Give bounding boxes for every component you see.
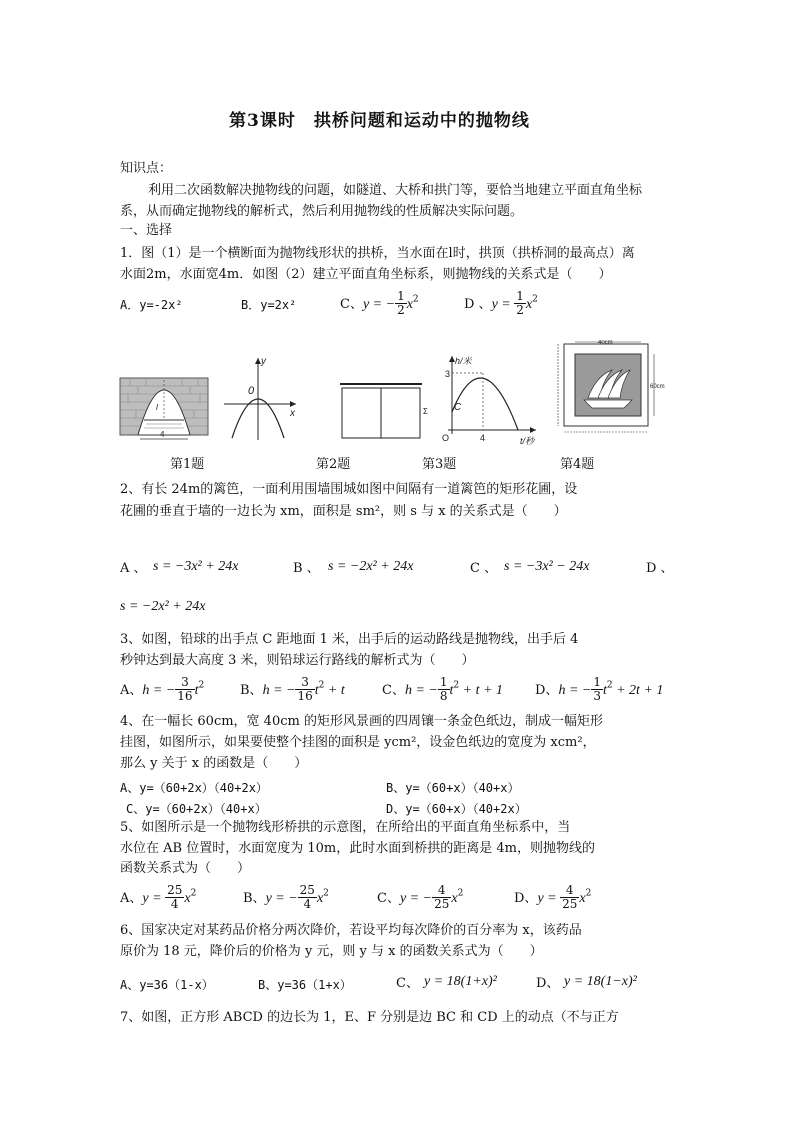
fig3-xlabel: t/秒 [520,436,535,446]
q5-line3: 函数关系式为（ ） [120,861,251,876]
fig1-caption: 第1题 [170,457,205,472]
q4-line2: 挂图，如图所示，如果要使整个挂图的面积是 ycm²，设金色纸边的宽度为 xcm²， [120,735,596,750]
q1-option-c-label: C、 [340,297,363,312]
q5-option-a-label: A、 [120,891,143,906]
q2-option-c: s = −3x² − 24x [504,559,590,574]
q6-line1: 6、国家决定对某药品价格分两次降价，若设平均每次降价的百分率为 x，该药品 [120,923,582,938]
q4-option-d: D、y=（60+x）（40+2x） [386,802,527,816]
q5-line1: 5、如图所示是一个抛物线形桥拱的示意图，在所给出的平面直角坐标系中，当 [120,820,571,835]
q2-option-a-label: A 、 [120,561,147,576]
fig4-trajectory [442,356,536,446]
q3-option-a-label: A、 [120,683,143,698]
q1-option-a: A．y=-2x² [120,298,183,312]
knowledge-label: 知识点： [120,161,173,176]
svg-text:l: l [156,403,158,412]
q4-line1: 4、在一幅长 60cm，宽 40cm 的矩形风景画的四周镶一条金色纸边，制成一幅矩形 [120,714,603,729]
q3-line1: 3、如图，铅球的出手点 C 距地面 1 米，出手后的运动路线是抛物线，出手后 4 [120,632,579,647]
q3-option-b-label: B、 [240,683,263,698]
q5-option-c-label: C、 [377,891,400,906]
q2-option-a: s = −3x² + 24x [153,559,239,574]
fig2-parabola-axes [224,356,296,440]
q6-option-d-label: D、 [536,976,560,991]
q1-option-b: B．y=2x² [241,298,297,312]
q6-line2: 原价为 18 元，降价后的价格为 y 元，则 y 与 x 的函数关系式为（ ） [120,944,543,959]
fig3-ylabel: h/米 [455,356,472,366]
q4-line3: 那么 y 关于 x 的函数是（ ） [120,756,308,771]
q2-option-c-label: C 、 [470,561,498,576]
q5-line2: 水位在 AB 位置时，水面宽度为 10m，此时水面到桥拱的距离是 4m，则抛物线的 [120,841,595,856]
figures-row [118,340,688,450]
q3-option-a: A、h = − $\frac{3}{16}$ $t^2$ [120,675,205,703]
q5-option-a: A、y = $\frac{25}{4}$ $x^2$ [120,883,197,911]
svg-text:x: x [290,408,295,419]
q4-option-b: B、y=（60+x）（40+x） [386,781,520,795]
fig4-height-label: 60cm [650,384,665,390]
q6-option-c: y = 18(1+x)² [424,974,497,989]
knowledge-text-1: 利用二次函数解决抛物线的问题，如隧道、大桥和拱门等，要恰当地建立平面直角坐标 [148,183,643,198]
fig3-origin: O [442,433,450,443]
svg-text:0: 0 [248,385,255,397]
q2-option-b: s = −2x² + 24x [328,559,414,574]
q2-option-d: s = −2x² + 24x [120,599,206,614]
q6-option-c-label: C、 [396,976,419,991]
svg-text:y: y [261,356,266,367]
q3-option-d-label: D、 [535,683,559,698]
q2-option-b-label: B 、 [293,561,320,576]
fig2-caption: 第2题 [316,457,351,472]
q1-option-d-label: D 、 [464,297,492,312]
fig3-point: C [454,402,462,413]
fig4-width-label: 40cm [598,340,613,346]
fig5-framed-picture [558,340,665,432]
q6-option-d: y = 18(1−x)² [564,974,637,989]
fig1-arch-bridge [120,378,208,439]
q3-option-d: D、h = − $\frac{1}{3}$ $t^2 + 2t + 1$ [535,675,664,703]
q5-option-d: D、y = $\frac{4}{25}$ $x^2$ [514,883,592,911]
q6-option-b: B、y=36（1+x） [258,978,352,992]
section-heading: 一、选择 [120,223,173,238]
q4-option-a: A、y=（60+2x）（40+2x） [120,781,268,795]
q2-line2: 花圃的垂直于墙的一边长为 xm，面积是 sm²，则 s 与 x 的关系式是（ ） [120,504,567,519]
fig3-xtick: 4 [480,433,486,443]
q5-option-b: B、y = − $\frac{25}{4}$ $x^2$ [243,883,329,911]
fig3-caption: 第3题 [422,457,457,472]
fig3-garden-fence [340,384,428,438]
q7-line1: 7、如图，正方形 ABCD 的边长为 1，E、F 分别是边 BC 和 CD 上的动点（不与正方 [120,1010,619,1025]
q3-option-c-label: C、 [382,683,405,698]
q6-option-a: A、y=36（1-x） [120,978,214,992]
q1-option-c: C、y = − $\frac{1}{2}$ $x^2$ [340,289,419,317]
q4-option-c: C、y=（60+2x）（40+x） [126,802,267,816]
q5-option-d-label: D、 [514,891,538,906]
q5-option-c: C、y = − $\frac{4}{25}$ $x^2$ [377,883,464,911]
q3-option-c: C、h = − $\frac{1}{8}$ $t^2 + t + 1$ [382,675,503,703]
q1-option-d: D 、y = $\frac{1}{2}$ $x^2$ [464,289,538,317]
knowledge-text-2: 系，从而确定抛物线的解析式，然后利用抛物线的性质解决实际问题。 [120,204,524,219]
q3-option-b: B、h = − $\frac{3}{16}$ $t^2 + t$ [240,675,345,703]
page-title: 第3课时 拱桥问题和运动中的抛物线 [229,111,530,131]
q2-option-d-label: D 、 [646,561,674,576]
fig3-ytick: 3 [445,369,451,379]
q5-option-b-label: B、 [243,891,266,906]
svg-text:4: 4 [160,430,165,439]
q2-line1: 2、有长 24m的篱笆，一面利用围墙围城如图中间隔有一道篱笆的矩形花圃，设 [120,482,578,497]
fig4-caption: 第4题 [560,457,595,472]
svg-text:Σ: Σ [423,407,428,416]
q1-line2: 水面2m，水面宽4m．如图（2）建立平面直角坐标系，则抛物线的关系式是（ ） [120,267,612,282]
q1-line1: 1．图（1）是一个横断面为抛物线形状的拱桥，当水面在l时，拱顶（拱桥洞的最高点）离 [120,246,635,261]
q3-line2: 秒钟达到最大高度 3 米，则铅球运行路线的解析式为（ ） [120,653,475,668]
